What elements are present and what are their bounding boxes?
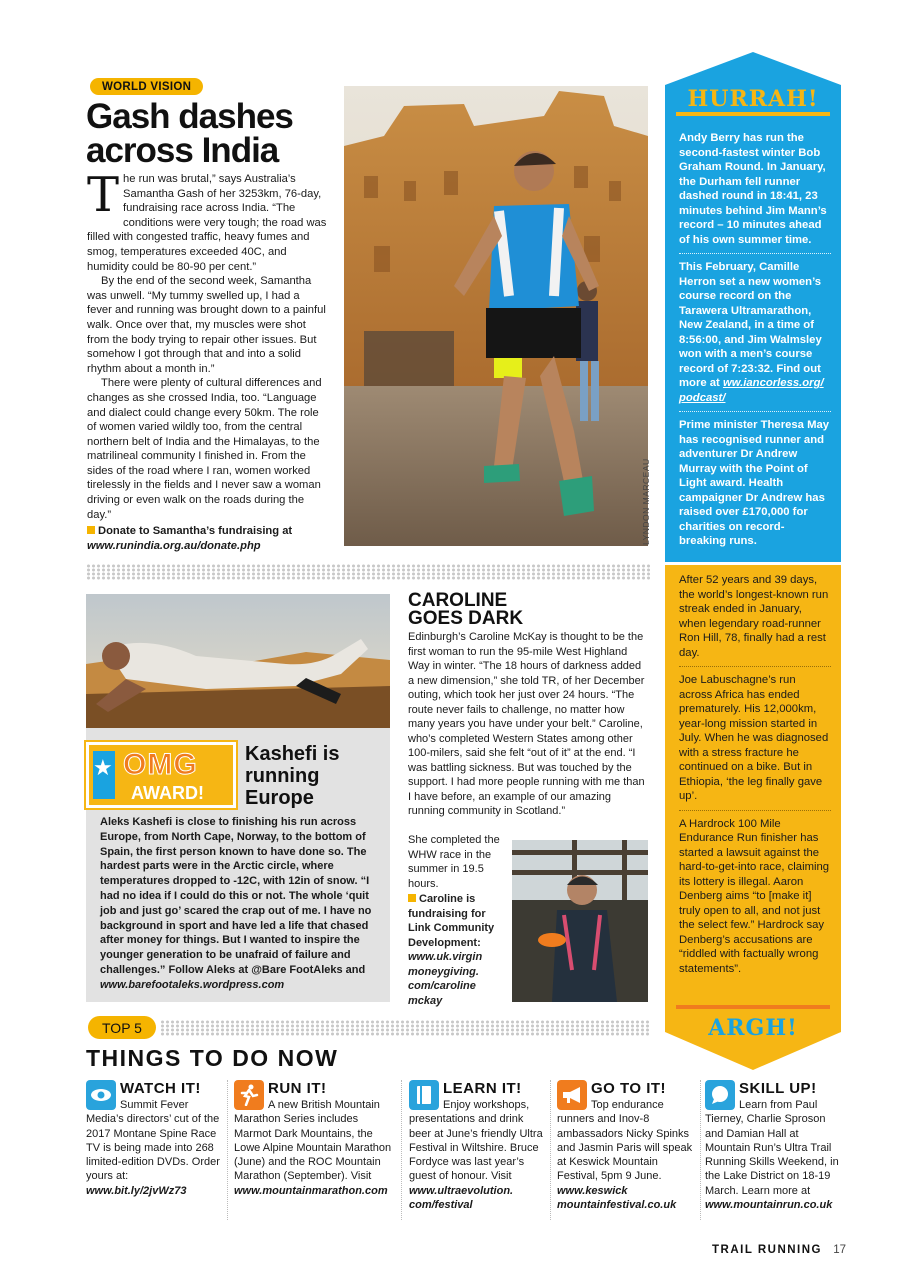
top5-item-link[interactable]: www.mountainmarathon.com	[234, 1184, 388, 1197]
bullet-square	[87, 526, 95, 534]
top5-item-go	[557, 1080, 697, 1212]
runner-icon	[234, 1080, 264, 1110]
top5-item-title: SKILL UP!	[739, 1080, 817, 1097]
divider	[160, 1028, 650, 1036]
hurrah-item: Andy Berry has run the second-fastest winter Bob Graham Round. In January, the Durham fell runner dashed round in 18:41, 23 minutes behind Jim Mann’s record – 10 minutes ahead of his own summer time.	[679, 132, 827, 246]
kashefi-photo	[86, 594, 390, 728]
top5-item-link[interactable]: www.bit.ly/2jvWz73	[86, 1184, 187, 1197]
top5-item-text: Top endurance runners and Inov-8 ambassadors Nicky Spinks and Jasmin Paris will speak at Keswick Mountain Festival, 5pm 9 June.	[557, 1099, 693, 1183]
caroline-fund: Caroline is fundraising for Link Community Development: www.uk.virgin moneygiving. com/caroline mckay	[408, 892, 508, 1008]
omg-badge: ★ OMG AWARD!	[86, 742, 236, 808]
hurrah-item: Prime minister Theresa May has recognised runner and adventurer Dr Andrew Murray with the Point of Light award. Health campaigner Dr Andrew has raised over £170,000 for charities on record-breaking runs.	[679, 419, 830, 547]
magazine-name: TRAIL RUNNING	[712, 1244, 823, 1256]
top5-item-text: A new British Mountain Marathon Series includes Marmot Dark Mountains, the Lowe Alpine Mountain Marathon (June) and the ROC Mountain Marathon (September). Visit	[234, 1099, 392, 1183]
hurrah-items	[679, 131, 831, 549]
top5-item-watch	[86, 1080, 222, 1198]
top5-item-link[interactable]: www.mountainrun.co.uk	[705, 1199, 833, 1212]
book-icon	[409, 1080, 439, 1110]
top5-item-title: GO TO IT!	[591, 1080, 667, 1097]
section-tag: WORLD VISION	[90, 78, 203, 95]
top5-item-link[interactable]: www.ultraevolution. com/festival	[409, 1184, 514, 1212]
top5-heading: THINGS TO DO NOW	[86, 1045, 339, 1071]
top5-item-title: WATCH IT!	[120, 1080, 201, 1097]
argh-item: A Hardrock 100 Mile Endurance Run finisher has started a lawsuit against the hard-to-get-into race, claiming its lottery is illegal. Aaron Denberg aims “to [make it] truly open to all, and not just the select few.” Hardrock say Denberg’s accusations are “riddled with factually wrong statements”.	[679, 817, 830, 975]
top5-item-text: Learn from Paul Tierney, Charlie Sproson and Damian Hall at Mountain Run’s Ultra Trail Running Skills Weekend, in the Lake District on 18-19 March. Learn more at	[705, 1099, 839, 1197]
divider	[160, 1020, 650, 1028]
caroline-text: Edinburgh’s Caroline McKay is thought to be the first woman to run the 95-mile West Highland Way in winter. “The 18 hours of darkness added a new dimension,” she told TR, of her December outing, which took her just over 24 hours. “The route never fails to challenge, no matter how many years you have under your belt.” Caroline, who’s completed Western States among other 100-milers, said she felt “out of it” at the end. “I was battling sickness. But was touched by the support. I had more people running with me than I have before, an example of our amazing running community in Scotland.”	[408, 631, 645, 817]
photo-credit: LYNDON MARCEAU	[641, 458, 651, 545]
megaphone-icon	[557, 1080, 587, 1110]
hurrah-title: HURRAH!	[687, 86, 819, 112]
donate-link[interactable]: www.runindia.org.au/donate.php	[87, 539, 261, 552]
page-number: 17	[833, 1244, 847, 1256]
argh-title: ARGH!	[708, 1015, 798, 1041]
omg-text: Aleks Kashefi is close to finishing his run across Europe, from North Cape, Norway, to the bottom of Spain, the first person known to have done so. The hardest parts were in the Arctic circle, where temperatures dropped to -12C, with 12in of snow. “I had no idea if I could do this or not. The whole ‘quit job and just go’ scared the crap out of me. I have no background in sport and have led a life that chased after money for things. But I wanted to inspire the younger generation to be unafraid of failure and challenges.” Follow Aleks at @Bare FootAleks and www.barefootaleks.wordpress.com	[100, 816, 372, 991]
runner-photo	[344, 86, 648, 546]
podcast-link[interactable]: ww.iancorless.org/ podcast/	[679, 377, 824, 404]
top5-tag: TOP 5	[88, 1016, 156, 1039]
top5-item-text: Enjoy workshops, presentations and drink beer at June’s friendly Ultra Festival in Wiltshire. Bruce Fordyce was last year’s guest of honour. Visit	[409, 1099, 543, 1183]
argh-item: Joe Labuschagne’s run across Africa has ended prematurely. His 12,000km, year-long mission started in July. When he was diagnosed with a stress fracture he continued on a bike. But in Ethiopia, ‘the leg finally gave up’.	[679, 674, 829, 802]
drop-cap: T	[87, 167, 120, 223]
bullet-square	[408, 894, 416, 902]
top5-item-learn	[409, 1080, 547, 1212]
top5-item-title: RUN IT!	[268, 1080, 327, 1097]
speech-bubble-icon	[705, 1080, 735, 1110]
top5-item-text: Summit Fever Media’s directors’ cut of the 2017 Montane Spine Race TV is being made into 268 limited-edition DVDs. Order yours at:	[86, 1099, 220, 1183]
divider	[86, 572, 650, 580]
hurrah-item: This February, Camille Herron set a new women’s course record on the Tarawera Ultramarathon, New Zealand, in a time of 8:56:00, and Jim Walmsley won with a men’s course record of 7:23:32. Find out more at ww.iancorless.org/ podcast/	[679, 261, 824, 404]
argh-item: After 52 years and 39 days, the world’s longest-known run streak ended in January, when legendary road-runner Ron Hill, 78, finally had a rest day.	[679, 574, 829, 659]
page-footer	[712, 1244, 846, 1256]
eye-icon	[86, 1080, 116, 1110]
top5-item-skill	[705, 1080, 841, 1212]
article-title: Gash dashes across India	[86, 97, 293, 170]
top5-item-run	[234, 1080, 394, 1198]
caroline-text-2: She completed the WHW race in the summer in 19.5 hours.	[408, 834, 500, 890]
divider	[86, 564, 650, 572]
top5-item-link[interactable]: www.keswick mountainfestival.co.uk	[557, 1184, 677, 1212]
caroline-title: CAROLINE GOES DARK	[408, 590, 524, 629]
caroline-photo	[512, 840, 648, 1002]
article-body: T he run was brutal,” says Australia’s Samantha Gash of her 3253km, 76-day, fundraising race across India. “The conditions were very tough; the road was filled with congested traffic, heavy fumes and smog, temperatures exceeded 40C, and humidity could be 80-90 per cent.” By the end of the second week, Samantha was unwell. “My tummy swelled up, I had a fever and running was brought down to a painful walk. Once over that, my muscles were shot from the body trying to repair other issues. But somehow I got through that and into a solid rhythm about a month in.” There were plenty of cultural differences and changes as she crossed India, too. “Language and dialect could change every 50km. The role of women varied wildly too, from the central northern belt of India and the Himalayas, to the matrilineal community I finished in. From the sides of the road where I ran, women worked tirelessly in the fields and I never saw a woman driving or even walk on the roads during the day.” Donate to Samantha’s fundraising at www.runindia.org.au/donate.php	[87, 167, 327, 552]
top5-item-title: LEARN IT!	[443, 1080, 522, 1097]
argh-items	[679, 573, 831, 976]
omg-title: Kashefi is running Europe	[245, 743, 340, 809]
kashefi-link[interactable]: www.barefootaleks.wordpress.com	[100, 978, 285, 991]
star-icon: ★	[93, 755, 113, 780]
caroline-link[interactable]: www.uk.virgin moneygiving. com/caroline mckay	[408, 951, 483, 1007]
